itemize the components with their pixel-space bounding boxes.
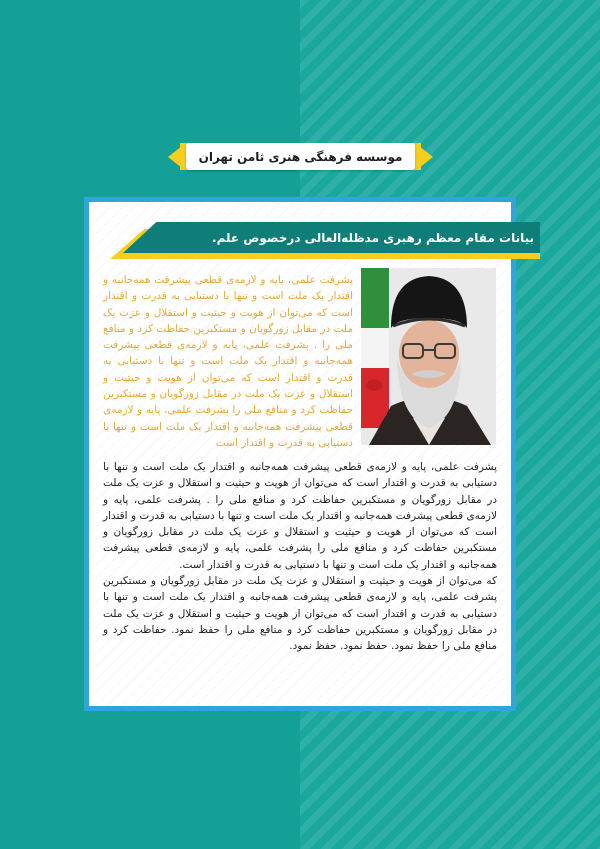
highlight-quote: پشرفت علمی، پایه و لازمه‌ی قطعی پیشرفت همه‌جانبه و اقتدار یک ملت است و تنها با دستیابی به قدرت و اقتدار است که می‌توان از هویت و حیثیت و استقلال و عزت یک ملت در مقابل زورگویان و مستکبرین حفاظت کرد و منافع ملی را . پشرفت علمی، پایه و لازمه‌ی قطعی پیشرفت همه‌جانبه و اقتدار یک ملت است و تنها با دستیابی به قدرت و اقتدار است که می‌توان از هویت و حیثیت و استقلال و عزت یک ملت در مقابل زورگویان و مستکبرین حفاظت کرد و منافع ملی را پشرفت علمی، پایه و لازمه‌ی قطعی پیشرفت همه‌جانبه و اقتدار یک ملت است و تنها با دستیابی به قدرت و اقتدار است xyxy=(103,274,353,449)
portrait-photo xyxy=(361,268,496,445)
ribbon-right-arrow xyxy=(419,146,433,168)
body-paragraph: پشرفت علمی، پایه و لازمه‌ی قطعی پیشرفت همه‌جانبه و اقتدار یک ملت است و تنها با دستیابی به قدرت و اقتدار است که می‌توان از هویت و حیثیت و استقلال و عزت یک ملت در مقابل زورگویان و مستکبرین حفاظت کرد و منافع ملی را . پشرفت علمی، پایه و لازمه‌ی قطعی پیشرفت همه‌جانبه و اقتدار یک ملت است و تنها با دستیابی به قدرت و اقتدار است که می‌توان از هویت و حیثیت و استقلال و عزت یک ملت در مقابل زورگویان و مستکبرین حفاظت کرد و منافع ملی را پشرفت علمی، پایه و لازمه‌ی قطعی پیشرفت همه‌جانبه و اقتدار یک ملت است و تنها با دستیابی به قدرت و اقتدار است. xyxy=(103,461,497,571)
header-ribbon xyxy=(168,143,433,170)
article-title: بیانات مقام معظم رهبری مدظله‌العالی در‌خصوص علم. xyxy=(212,230,534,245)
portrait-illustration xyxy=(361,268,496,445)
article-body xyxy=(103,459,497,655)
institute-name: موسسه فرهنگی هنری ثامن تهران xyxy=(186,143,415,170)
body-paragraph: که می‌توان از هویت و حیثیت و استقلال و عزت یک ملت در مقابل زورگویان و مستکبرین پشرفت علمی، پایه و لازمه‌ی قطعی پیشرفت همه‌جانبه و اقتدار یک ملت است و تنها با دستیابی به قدرت و اقتدار است که می‌توان از هویت و حیثیت و استقلال و عزت یک ملت در مقابل زورگویان و مستکبرین حفاظت کرد و منافع ملی را حفظ نمود. حفاظت کرد و منافع ملی را حفظ نمود. حفظ نمود. حفظ نمود. xyxy=(103,575,497,653)
